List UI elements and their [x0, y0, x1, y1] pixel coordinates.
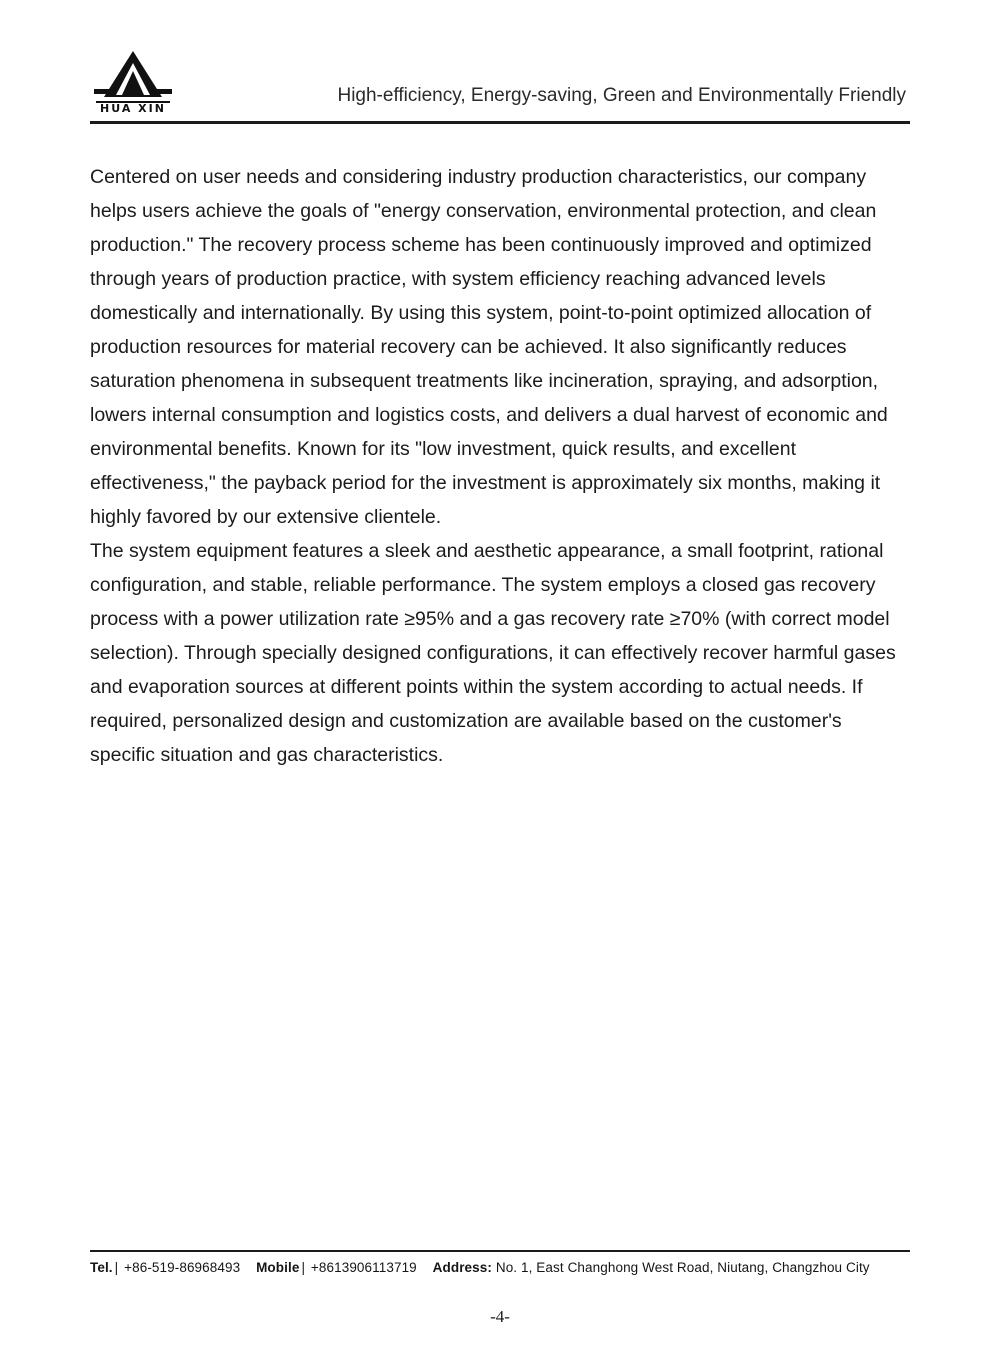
address-value: No. 1, East Changhong West Road, Niutang, Changzhou City	[495, 1260, 870, 1275]
tel-value: +86-519-86968493	[124, 1260, 241, 1275]
page-number: -4-	[490, 1307, 510, 1326]
page-header	[90, 48, 910, 124]
logo-wordmark: HUA XIN	[100, 102, 166, 115]
document-body	[90, 160, 910, 772]
page-footer	[90, 1250, 910, 1275]
triangle-mountain-logo-icon	[90, 49, 176, 101]
mobile-label: Mobile	[256, 1260, 300, 1275]
body-paragraph-2: The system equipment features a sleek and aesthetic appearance, a small footprint, rational configuration, and stable, reliable performance. The system employs a closed gas recovery process with a power utilization rate ≥95% and a gas recovery rate ≥70% (with correct model selection). Through specially designed configurations, it can effectively recover harmful gases and evaporation sources at different points within the system according to actual needs. If required, personalized design and customization are available based on the customer's specific situation and gas characteristics.	[90, 540, 896, 766]
company-logo	[90, 49, 176, 117]
mobile-value: +8613906113719	[310, 1260, 417, 1275]
footer-contact-line: Tel. | +86-519-86968493 Mobile | +8613906113719 Address: No. 1, East Changhong West Road, Niutang, Changzhou City	[90, 1260, 870, 1275]
tel-label: Tel.	[90, 1260, 113, 1275]
body-paragraph-1: Centered on user needs and considering industry production characteristics, our company helps users achieve the goals of "energy conservation, environmental protection, and clean production." The recovery process scheme has been continuously improved and optimized through years of production practice, with system efficiency reaching advanced levels domestically and internationally. By using this system, point-to-point optimized allocation of production resources for material recovery can be achieved. It also significantly reduces saturation phenomena in subsequent treatments like incineration, spraying, and adsorption, lowers internal consumption and logistics costs, and delivers a dual harvest of economic and environmental benefits. Known for its "low investment, quick results, and excellent effectiveness," the payback period for the investment is approximately six months, making it highly favored by our extensive clientele.	[90, 166, 888, 528]
address-label: Address:	[432, 1260, 492, 1275]
header-tagline: High-efficiency, Energy-saving, Green and Environmentally Friendly	[337, 85, 906, 106]
